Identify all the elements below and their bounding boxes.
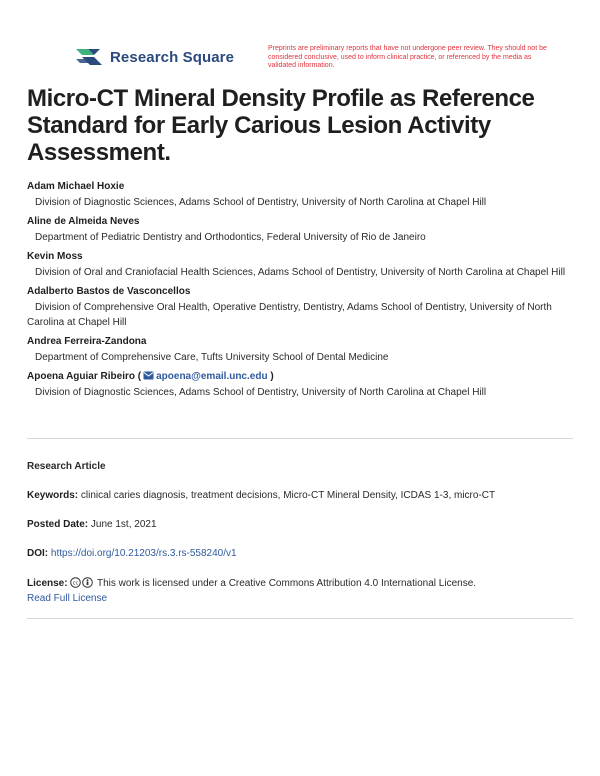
- envelope-icon: [143, 371, 154, 380]
- preprint-disclaimer: Preprints are preliminary reports that have not undergone peer review. They should not be considered conclusive, used to inform clinical practice, or referenced by the media as validated information.: [268, 45, 547, 69]
- posted-date-row: [27, 517, 587, 532]
- brand-name: Research Square: [110, 48, 235, 66]
- email-open-paren: (: [137, 371, 142, 382]
- author-name: Apoena Aguiar Ribeiro: [27, 371, 135, 382]
- cc-icon: [70, 577, 81, 588]
- section-divider: [27, 618, 573, 619]
- author-affiliation: Division of Diagnostic Sciences, Adams School of Dentistry, University of North Carolina at Chapel Hill: [35, 387, 487, 398]
- license-row: [27, 576, 587, 606]
- read-full-license-link[interactable]: Read Full License: [27, 593, 108, 604]
- author-affiliation: Department of Comprehensive Care, Tufts University School of Dental Medicine: [35, 352, 389, 363]
- paper-title: Micro-CT Mineral Density Profile as Reference Standard for Early Carious Lesion Activity Assessment.: [27, 85, 535, 166]
- article-type: Research Article: [27, 461, 106, 472]
- research-square-logo-icon: [74, 46, 104, 68]
- page-header: [0, 0, 600, 80]
- author-name: Adalberto Bastos de Vasconcellos: [27, 286, 191, 297]
- author-name: Aline de Almeida Neves: [27, 216, 140, 227]
- section-divider: [27, 438, 573, 439]
- email-close-paren: ): [270, 371, 274, 382]
- license-label: License:: [27, 578, 68, 589]
- author-affiliation: Department of Pediatric Dentistry and Orthodontics, Federal University of Rio de Janeiro: [35, 232, 426, 243]
- author-affiliation: Division of Oral and Craniofacial Health Sciences, Adams School of Dentistry, University of North Carolina at Chapel Hill: [35, 267, 566, 278]
- keywords-label: Keywords:: [27, 490, 79, 501]
- by-icon: [82, 577, 93, 588]
- author-name: Adam Michael Hoxie: [27, 181, 125, 192]
- author-name: Kevin Moss: [27, 251, 83, 262]
- author-name: Andrea Ferreira-Zandona: [27, 336, 147, 347]
- research-square-logo[interactable]: [74, 46, 234, 68]
- keywords-row: [27, 488, 587, 503]
- keywords-value: clinical caries diagnosis, treatment decisions, Micro-CT Mineral Density, ICDAS 1-3, micro-CT: [80, 490, 496, 501]
- doi-link[interactable]: https://doi.org/10.21203/rs.3.rs-558240/v1: [50, 548, 237, 559]
- doi-label: DOI:: [27, 548, 49, 559]
- author-email-link[interactable]: apoena@email.unc.edu: [156, 371, 268, 382]
- corresponding-author: [27, 370, 577, 383]
- posted-date-label: Posted Date:: [27, 519, 89, 530]
- author-affiliation: Division of Diagnostic Sciences, Adams School of Dentistry, University of North Carolina at Chapel Hill: [35, 197, 487, 208]
- posted-date-value: June 1st, 2021: [90, 519, 157, 530]
- svg-text:cc: cc: [73, 580, 79, 587]
- author-affiliation: Division of Comprehensive Oral Health, Operative Dentistry, Dentistry, Adams School of Dentistry, University of North Carolina at Chapel Hill: [27, 302, 552, 328]
- doi-row: [27, 546, 587, 561]
- license-text: This work is licensed under a Creative Commons Attribution 4.0 International License.: [96, 578, 477, 589]
- author-list: [27, 180, 577, 400]
